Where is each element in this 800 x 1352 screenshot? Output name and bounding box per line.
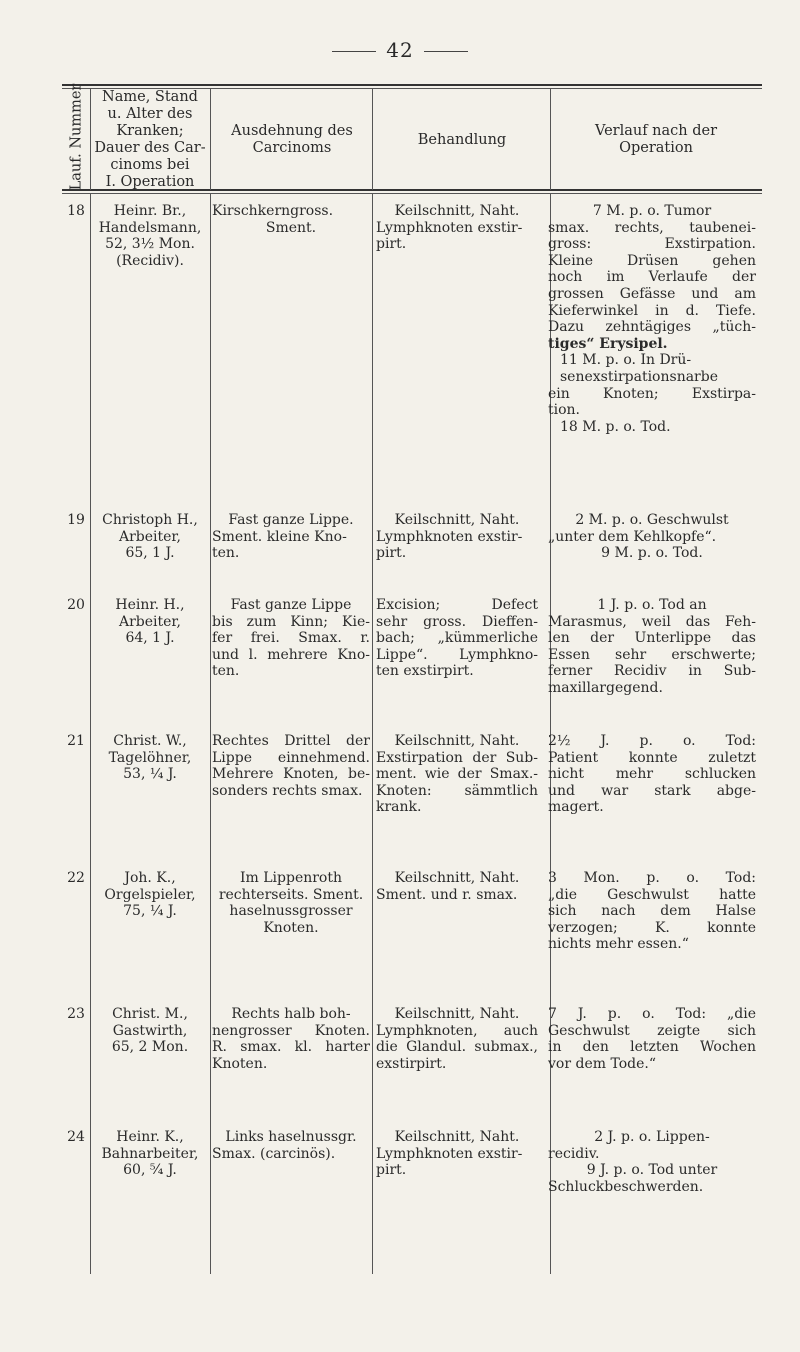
column-divider — [90, 194, 91, 1274]
row-number: 22 — [67, 870, 85, 886]
ausdehnung-cell: Kirschkerngross. Sment. — [212, 203, 334, 236]
column-divider — [210, 88, 211, 190]
verlauf-cell: 1 J. p. o. Tod an Marasmus, weil das Feh- len der Unterlippe das Essen sehr erschwerte; ferner Recidiv in Sub- maxillargegend. — [548, 597, 756, 696]
table-top-rule — [62, 84, 762, 86]
behandlung-cell: Keilschnitt, Naht. Lymphknoten exstir- pirt. — [376, 203, 523, 253]
behandlung-cell: Keilschnitt, Naht. Sment. und r. smax. — [376, 870, 520, 903]
row-number: 20 — [67, 597, 85, 613]
header-verlauf: Verlauf nach der Operation — [594, 123, 718, 156]
column-divider — [372, 194, 373, 1274]
verlauf-cell: 2 J. p. o. Lippen- recidiv. 9 J. p. o. Tod unter Schluckbeschwerden. — [548, 1129, 718, 1195]
behandlung-cell: Keilschnitt, Naht. Exstirpation der Sub- ment. wie der Smax.- Knoten: sämmtlich krank. — [376, 733, 538, 816]
behandlung-cell: Keilschnitt, Naht. Lymphknoten, auch die Glandul. submax., exstirpirt. — [376, 1006, 538, 1072]
patient-cell: Heinr. Br., Handelsmann, 52, 3½ Mon. (Recidiv). — [98, 203, 202, 269]
row-number: 21 — [67, 733, 85, 749]
patient-cell: Heinr. H., Arbeiter, 64, 1 J. — [115, 597, 185, 647]
verlauf-cell: 3 Mon. p. o. Tod: „die Geschwulst hatte sich nach dem Halse verzogen; K. konnte nichts mehr essen.“ — [548, 870, 756, 953]
patient-cell: Heinr. K., Bahnarbeiter, 60, ⁵⁄₄ J. — [101, 1129, 199, 1179]
page-number-dash-left — [332, 51, 376, 52]
ausdehnung-cell: Fast ganze Lippe. Sment. kleine Kno- ten. — [212, 512, 354, 562]
verlauf-cell: 2 M. p. o. Geschwulst „unter dem Kehlkopfe“. 9 M. p. o. Tod. — [548, 512, 729, 562]
column-divider — [550, 88, 551, 190]
patient-cell: Christ. W., Tagelöhner, 53, ¼ J. — [108, 733, 192, 783]
behandlung-cell: Keilschnitt, Naht. Lymphknoten exstir- pirt. — [376, 1129, 523, 1179]
row-number: 18 — [67, 203, 85, 219]
header-bottom-rule — [62, 189, 762, 191]
behandlung-cell: Excision; Defect sehr gross. Dieffen- bach; „kümmerliche Lippe“. Lymphkno- ten exstirpirt. — [376, 597, 538, 680]
ausdehnung-cell: Rechtes Drittel der Lippe einnehmend. Mehrere Knoten, be- sonders rechts smax. — [212, 733, 370, 799]
row-number: 24 — [67, 1129, 85, 1145]
verlauf-cell: 7 M. p. o. Tumor smax. rechts, taubenei- gross: Exstirpation. Kleine Drüsen gehen noch im Verlaufe der grossen Gefässe und am Kieferwinkel in d. Tiefe. Dazu zehntägiges „tüch- tiges“ Erysipel. 11 M. p. o. In Drü- senexstirpationsnarbe ein Knoten; Exstirpa- tion. 18 M. p. o. Tod. — [548, 203, 756, 435]
verlauf-cell: 2½ J. p. o. Tod: Patient konnte zuletzt nicht mehr schlucken und war stark abge- magert. — [548, 733, 756, 816]
column-divider — [372, 88, 373, 190]
page-number: 42 — [0, 38, 800, 62]
patient-cell: Christoph H., Arbeiter, 65, 1 J. — [102, 512, 198, 562]
row-number: 23 — [67, 1006, 85, 1022]
ausdehnung-cell: Im Lippenroth rechterseits. Sment. haselnussgrosser Knoten. — [218, 870, 364, 936]
patient-cell: Christ. M., Gastwirth, 65, 2 Mon. — [111, 1006, 189, 1056]
column-divider — [90, 88, 91, 190]
patient-cell: Joh. K., Orgelspieler, 75, ¼ J. — [104, 870, 196, 920]
header-name: Name, Stand u. Alter des Kranken; Dauer des Car- cinoms bei I. Operation — [94, 89, 206, 190]
column-divider — [210, 194, 211, 1274]
verlauf-cell: 7 J. p. o. Tod: „die Geschwulst zeigte sich in den letzten Wochen vor dem Tode.“ — [548, 1006, 756, 1072]
header-behandlung: Behandlung — [417, 131, 507, 148]
header-lauf-nummer: Lauf. Nummer — [68, 83, 84, 191]
row-number: 19 — [67, 512, 85, 528]
behandlung-cell: Keilschnitt, Naht. Lymphknoten exstir- pirt. — [376, 512, 523, 562]
ausdehnung-cell: Links haselnussgr. Smax. (carcinös). — [212, 1129, 357, 1162]
ausdehnung-cell: Rechts halb boh- nengrosser Knoten. R. smax. kl. harter Knoten. — [212, 1006, 370, 1072]
header-bottom-rule-thin — [62, 193, 762, 194]
page-number-dash-right — [424, 51, 468, 52]
ausdehnung-cell: Fast ganze Lippe bis zum Kinn; Kie- fer frei. Smax. r. und l. mehrere Kno- ten. — [212, 597, 370, 680]
header-ausdehnung: Ausdehnung des Carcinoms — [231, 123, 353, 156]
